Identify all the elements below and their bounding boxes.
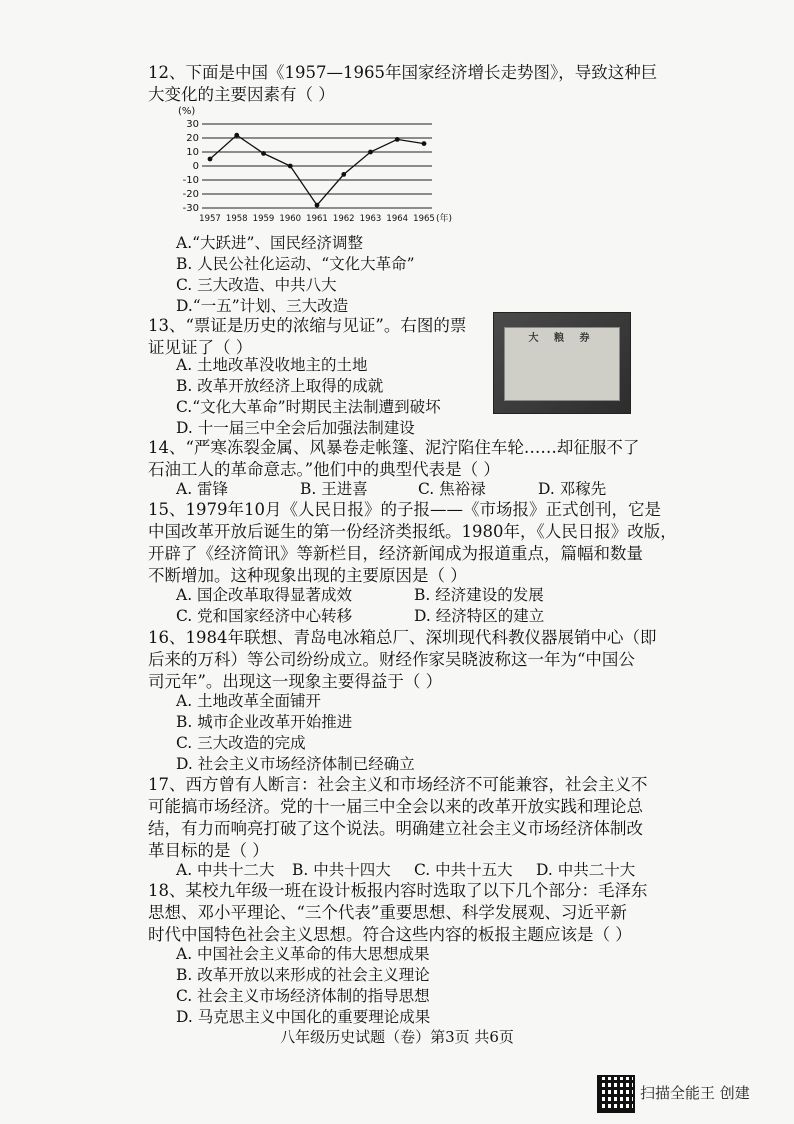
chart-ylabel: (%) bbox=[178, 106, 196, 117]
q13-option-b: B. 改革开放经济上取得的成就 bbox=[176, 377, 384, 395]
q18-option-d: D. 马克思主义中国化的重要理论成果 bbox=[176, 1008, 431, 1026]
ticket-title: 大 粮 券 bbox=[528, 333, 596, 344]
data-point bbox=[315, 203, 320, 208]
y-tick-label: 0 bbox=[192, 161, 199, 172]
q16-line3: 司元年”。出现这一现象主要得益于（ ） bbox=[148, 672, 443, 691]
q17-line3: 结，有力而响亮打破了这个说法。明确建立社会主义市场经济体制改 bbox=[148, 819, 643, 838]
q18-line1: 18、某校九年级一班在设计板报内容时选取了以下几个部分：毛泽东 bbox=[148, 881, 648, 900]
y-tick-label: 10 bbox=[186, 147, 199, 158]
economic-growth-chart bbox=[168, 104, 468, 232]
x-tick-label: 1959 bbox=[252, 214, 275, 224]
data-point bbox=[368, 150, 373, 155]
x-tick-label: 1961 bbox=[306, 214, 328, 224]
data-point bbox=[261, 151, 266, 156]
q18-option-b: B. 改革开放以来形成的社会主义理论 bbox=[176, 966, 430, 984]
q15-line4: 不断增加。这种现象出现的主要原因是（ ） bbox=[148, 566, 467, 585]
y-tick-label: -10 bbox=[182, 175, 199, 186]
q12-option-a: A.“大跃进”、国民经济调整 bbox=[176, 234, 363, 252]
q18-option-a: A. 中国社会主义革命的伟大思想成果 bbox=[176, 945, 430, 963]
page-footer: 八年级历史试题（卷）第3页 共6页 bbox=[280, 1028, 514, 1046]
ration-ticket-photo bbox=[493, 312, 631, 414]
q16-option-c: C. 三大改造的完成 bbox=[176, 734, 306, 752]
q16-option-b: B. 城市企业改革开始推进 bbox=[176, 713, 353, 731]
q12-option-b: B. 人民公社化运动、“文化大革命” bbox=[176, 255, 415, 273]
q13-option-c: C.“文化大革命”时期民主法制遭到破坏 bbox=[176, 398, 441, 416]
q16-line1: 16、1984年联想、青岛电冰箱总厂、深圳现代科教仪器展销中心（即 bbox=[148, 628, 657, 647]
q17-option-d: D. 中共二十大 bbox=[536, 861, 636, 879]
x-tick-label: 1963 bbox=[359, 214, 382, 224]
q17-option-a: A. 中共十二大 bbox=[176, 861, 275, 879]
x-tick-label: 1962 bbox=[332, 214, 355, 224]
q16-option-d: D. 社会主义市场经济体制已经确立 bbox=[176, 755, 415, 773]
q12-line1: 12、下面是中国《1957—1965年国家经济增长走势图》，导致这种巨 bbox=[148, 63, 658, 82]
data-point bbox=[395, 137, 400, 142]
q15-option-d: D. 经济特区的建立 bbox=[414, 607, 545, 625]
q18-line3: 时代中国特色社会主义思想。符合这些内容的板报主题应该是（ ） bbox=[148, 925, 632, 944]
q17-option-c: C. 中共十五大 bbox=[414, 861, 513, 879]
q16-line2: 后来的万科）等公司纷纷成立。财经作家吴晓波称这一年为“中国公 bbox=[148, 650, 635, 669]
q14-line1: 14、“严寒冻裂金属、风暴卷走帐篷、泥泞陷住车轮……却征服不了 bbox=[148, 438, 640, 457]
q13-line1: 13、“票证是历史的浓缩与见证”。右图的票 bbox=[148, 316, 467, 335]
x-tick-label: 1958 bbox=[225, 214, 248, 224]
q12-option-c: C. 三大改造、中共八大 bbox=[176, 276, 337, 294]
q17-line2: 可能搞市场经济。党的十一届三中全会以来的改革开放实践和理论总 bbox=[148, 797, 643, 816]
q14-option-d: D. 邓稼先 bbox=[538, 480, 607, 498]
data-point bbox=[234, 133, 239, 138]
x-tick-label: 1965 bbox=[413, 214, 435, 224]
data-point bbox=[341, 172, 346, 177]
growth-line bbox=[210, 135, 424, 205]
data-point bbox=[422, 141, 427, 146]
q13-line2: 证见证了（ ） bbox=[148, 338, 253, 357]
ration-ticket bbox=[504, 327, 620, 401]
x-tick-label: 1964 bbox=[386, 214, 409, 224]
q18-option-c: C. 社会主义市场经济体制的指导思想 bbox=[176, 987, 430, 1005]
q14-option-b: B. 王进喜 bbox=[300, 480, 368, 498]
q16-option-a: A. 土地改革全面铺开 bbox=[176, 692, 322, 710]
q13-option-a: A. 土地改革没收地主的土地 bbox=[176, 356, 368, 374]
x-tick-label: 1960 bbox=[279, 214, 302, 224]
q14-option-a: A. 雷锋 bbox=[176, 480, 229, 498]
q14-option-c: C. 焦裕禄 bbox=[418, 480, 486, 498]
q15-line3: 开辟了《经济简讯》等新栏目，经济新闻成为报道重点，篇幅和数量 bbox=[148, 544, 643, 563]
y-tick-label: 30 bbox=[186, 119, 199, 130]
qr-code-icon bbox=[597, 1075, 635, 1113]
q17-option-b: B. 中共十四大 bbox=[292, 861, 391, 879]
q15-line2: 中国改革开放后诞生的第一份经济类报纸。1980年，《人民日报》改版， bbox=[148, 522, 677, 541]
y-tick-label: -20 bbox=[182, 189, 199, 200]
x-tick-label: 1957 bbox=[199, 214, 221, 224]
y-tick-label: -30 bbox=[182, 203, 199, 214]
y-tick-label: 20 bbox=[186, 133, 199, 144]
q15-option-a: A. 国企改革取得显著成效 bbox=[176, 586, 353, 604]
q15-option-c: C. 党和国家经济中心转移 bbox=[176, 607, 353, 625]
x-unit-label: (年) bbox=[436, 214, 453, 224]
q14-line2: 石油工人的革命意志。”他们中的典型代表是（ ） bbox=[148, 460, 500, 479]
q12-line2: 大变化的主要因素有（ ） bbox=[148, 85, 335, 104]
q18-line2: 思想、邓小平理论、“三个代表”重要思想、科学发展观、习近平新 bbox=[148, 903, 627, 922]
q17-line4: 革目标的是（ ） bbox=[148, 841, 269, 860]
q13-option-d: D. 十一届三中全会后加强法制建设 bbox=[176, 419, 415, 437]
data-point bbox=[288, 164, 293, 169]
q17-line1: 17、西方曾有人断言：社会主义和市场经济不可能兼容，社会主义不 bbox=[148, 775, 648, 794]
q15-option-b: B. 经济建设的发展 bbox=[414, 586, 544, 604]
q15-line1: 15、1979年10月《人民日报》的子报——《市场报》正式创刊，它是 bbox=[148, 500, 661, 519]
q12-option-d: D.“一五”计划、三大改造 bbox=[176, 297, 349, 315]
scanner-watermark: 扫描全能王 创建 bbox=[640, 1084, 750, 1102]
data-point bbox=[208, 157, 213, 162]
